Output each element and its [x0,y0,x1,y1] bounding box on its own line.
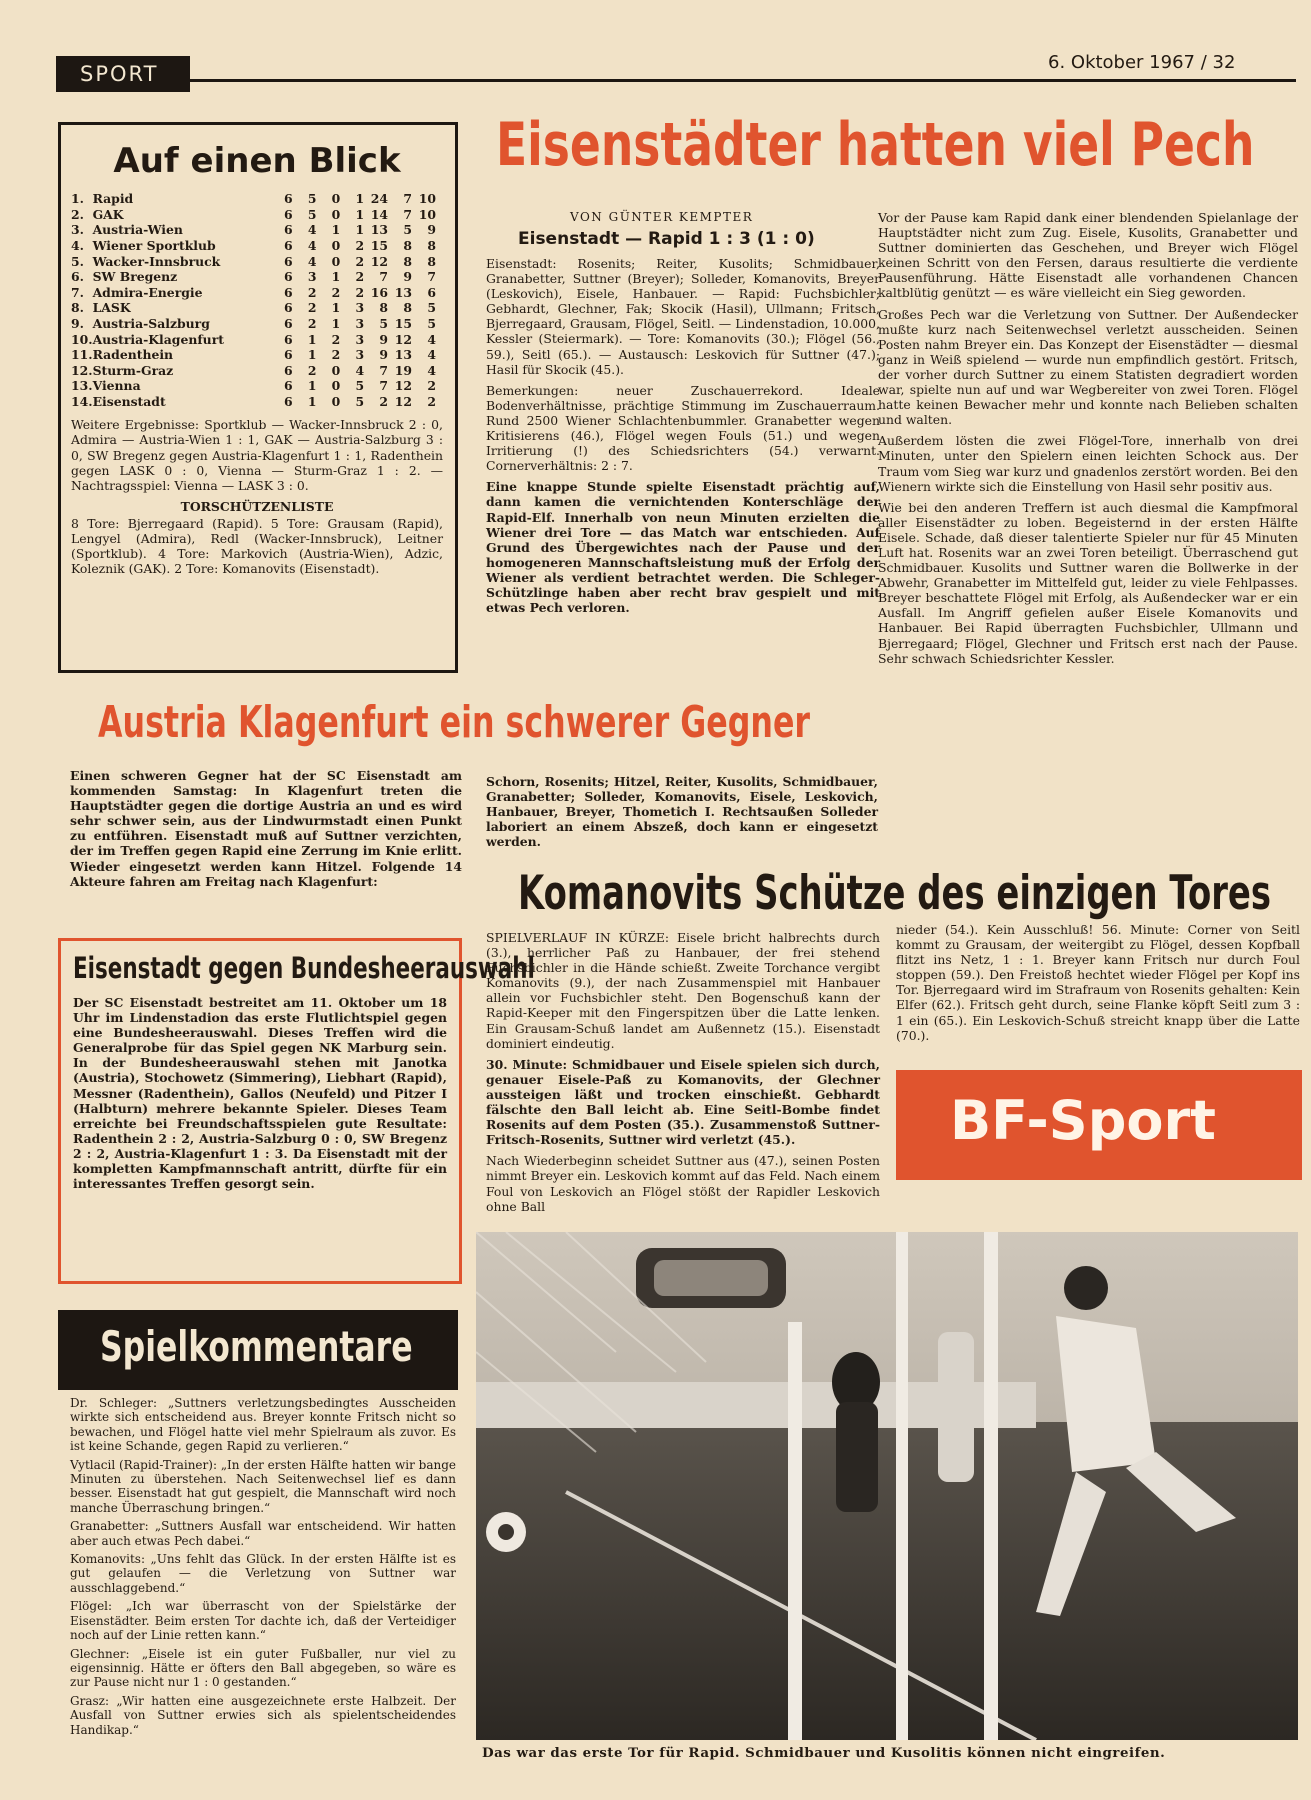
section-label: SPORT [56,56,190,92]
standings-cell-g: 6 [284,206,293,222]
standings-row [71,253,439,269]
standings-cell-pts: 7 [427,269,436,285]
standings-cell-l: 1 [355,206,365,222]
standings-cell-gf: 9 [379,331,389,347]
standings-cell-w: 4 [307,222,317,238]
standings-cell-team: Austria-Wien [92,222,183,238]
standings-cell-l: 3 [355,331,365,347]
standings-cell-d: 2 [331,331,341,347]
standings-cell-g: 6 [284,238,293,254]
standings-cell-ga: 15 [394,316,412,332]
comments-banner [58,1310,458,1390]
match-photo [476,1232,1298,1740]
standings-cell-l: 5 [355,394,365,410]
standings-cell-team: Wiener Sportklub [92,238,216,254]
standings-cell-d: 0 [331,253,341,269]
standings-cell-gf: 12 [370,253,389,269]
standings-row [71,207,439,223]
standings-cell-team: GAK [92,206,124,222]
standings-row [71,222,439,238]
standings-row [71,191,439,207]
standings-cell-team: SW Bregenz [92,269,178,285]
standings-cell-ga: 12 [394,394,412,410]
standings-cell-l: 3 [355,316,365,332]
standings-table [71,191,439,409]
comment-item: Flögel: „Ich war überrascht von der Spielstärke der Eisenstädter. Beim ersten Tor dachte ich, daß der Verteidiger noch auf der Linie retten kann.“ [70,1599,456,1643]
standings-cell-w: 4 [307,253,317,269]
bf-sport-banner: BF-Sport [896,1070,1302,1180]
standings-cell-pos: 9. [71,316,84,332]
standings-cell-team: Admira-Energie [92,284,203,300]
standings-cell-l: 2 [355,238,365,254]
standings-cell-gf: 2 [379,394,389,410]
standings-cell-pos: 10. [71,331,93,347]
standings-cell-team: Sturm-Graz [92,362,174,378]
standings-cell-gf: 7 [379,378,389,394]
standings-cell-g: 6 [284,253,293,269]
standings-cell-w: 1 [307,347,317,363]
comments-list [70,1396,456,1737]
standings-cell-g: 6 [284,284,293,300]
standings-cell-gf: 16 [370,284,389,300]
standings-cell-ga: 7 [403,191,412,207]
standings-cell-pos: 14. [71,394,93,410]
lead-text: Eine knappe Stunde spielte Eisenstadt prächtig auf, dann kamen die vernichtenden Konterschläge der Rapid-Elf. Innerhalb von neun Minuten erzielten die Wiener drei Tore — das Match war entschieden. Auf Grund des Übergewichtes nach der Pause und der homogeneren Mannschaftsleistung muß der Erfolg der Wiener als verdient betrachtet werden. Die Schleger-Schützlinge haben aber recht brav gespielt und mit etwas Pech verloren. [486,479,880,616]
comments-title: Spielkommentare [100,1322,413,1371]
article-paragraph: Großes Pech war die Verletzung von Suttner. Der Außendecker mußte kurz nach Seitenwechsel verletzt ausscheiden. Seinen Posten nahm Breyer ein. Das Konzept der Eisenstädter — diesmal ganz in Weiß spielend — wurde nun empfindlich gestört. Fritsch, der vorher durch Suttner zu einem Statisten degradiert worden war, spielte nun auf und war Wegbereiter von zwei Toren. Flögel hatte keinen Bewacher mehr und konnte nach Belieben schalten und walten. [878,306,1298,428]
standings-cell-gf: 14 [370,206,389,222]
standings-cell-w: 5 [307,191,317,207]
comment-item: Grasz: „Wir hatten eine ausgezeichnete erste Halbzeit. Der Ausfall von Suttner erwies sich als spielentscheidendes Handikap.“ [70,1693,456,1737]
austria-text-right: Schorn, Rosenits; Hitzel, Reiter, Kusolits, Schmidbauer, Granabetter; Solleder, Komanovits, Eisele, Leskovich, Hanbauer, Breyer, Thometich I. Rechtsaußen Solleder laboriert an einem Abszeß, doch kann er eingesetzt werden. [486,774,878,850]
score-line: Eisenstadt — Rapid 1 : 3 (1 : 0) [518,229,815,249]
standings-cell-d: 0 [331,378,341,394]
standings-cell-team: LASK [92,300,131,316]
standings-cell-team: Radenthein [92,347,174,363]
bundesheer-text: Der SC Eisenstadt bestreitet am 11. Oktober um 18 Uhr im Lindenstadion das erste Flutlichtspiel gegen eine Bundesheerauswahl. Dieses Treffen wird die Generalprobe für das Spiel gegen NK Marburg sein. In der Bundesheerauswahl stehen mit Janotka (Austria), Stochowetz (Simmering), Liebhart (Rapid), Messner (Radenthein), Gallos (Neufeld) und Pitzer I (Halbturn) mehrere bekannte Spieler. Dieses Team erreichte bei Freundschaftsspielen gute Resultate: Radenthein 2 : 2, Austria-Salzburg 0 : 0, SW Bregenz 2 : 2, Austria-Klagenfurt 1 : 3. Da Eisenstadt mit der kompletten Kampfmannschaft antritt, dürfte für ein interessantes Treffen gesorgt sein. [73,995,447,1192]
standings-row [71,316,439,332]
standings-cell-l: 2 [355,253,365,269]
standings-cell-l: 3 [355,347,365,363]
standings-cell-pts: 2 [427,378,436,394]
standings-cell-pts: 4 [427,347,436,363]
standings-cell-w: 2 [307,284,317,300]
standings-row [71,269,439,285]
standings-cell-pts: 8 [427,238,436,254]
standings-cell-gf: 15 [370,238,389,254]
standings-row [71,363,439,379]
page-date: 6. Oktober 1967 / 32 [1048,52,1236,73]
standings-cell-pts: 2 [427,394,436,410]
standings-cell-ga: 7 [403,206,412,222]
standings-row [71,285,439,301]
standings-cell-pos: 3. [71,222,84,238]
standings-cell-g: 6 [284,347,293,363]
comment-item: Granabetter: „Suttners Ausfall war entscheidend. Wir hatten aber auch etwas Pech dabei.“ [70,1519,456,1548]
standings-cell-d: 0 [331,362,341,378]
comment-item: Dr. Schleger: „Suttners verletzungsbedingtes Ausscheiden wirkte sich entscheidend aus. Breyer konnte Fritsch nicht so bewachen, und Flögel hatte viel mehr Spielraum als zuvor. Es ist keine Schande, gegen Rapid zu verlieren.“ [70,1396,456,1454]
standings-cell-team: Austria-Salzburg [92,316,210,332]
scorers-title: TORSCHÜTZENLISTE [180,498,334,514]
standings-cell-pos: 1. [71,191,84,207]
standings-cell-d: 1 [331,316,341,332]
standings-cell-gf: 8 [379,300,389,316]
standings-cell-ga: 5 [403,222,412,238]
standings-cell-ga: 9 [403,269,412,285]
article-paragraph: Wie bei den anderen Treffern ist auch diesmal die Kampfmoral aller Eisenstädter zu loben. Begeisternd in der ersten Hälfte Eisele. Schade, daß dieser talentierte Spieler nur für 45 Minuten Luft hat. Rosenits war an zwei Toren beteiligt. Überraschend gut Schmidbauer. Kusolits und Suttner waren die Bollwerke in der Abwehr, Granabetter im Mittelfeld gut, leider zu viele Fehlpasses. Breyer beschattete Flögel mit Erfolg, als Außendecker war er ein Ausfall. Im Angriff gefielen außer Eisele Komanovits und Hanbauer. Bei Rapid überragten Fuchsbichler, Ullmann und Bjerregaard; Flögel, Glechner und Fritsch erst nach der Pause. Sehr schwach Schiedsrichter Kessler. [878,499,1298,666]
comment-item: Komanovits: „Uns fehlt das Glück. In der ersten Hälfte ist es gut gelaufen — die Verletzung von Suttner war ausschlaggebend.“ [70,1552,456,1595]
standings-row [71,238,439,254]
comment-item: Vytlacil (Rapid-Trainer): „In der ersten Hälfte hatten wir bange Minuten zu überstehen. Nach Seitenwechsel lief es dann besser. Eisenstadt hat gut gespielt, die Mannschaft wird noch manche Überraschung bringen.“ [70,1457,456,1515]
standings-cell-l: 4 [355,362,365,378]
remarks-text: Bemerkungen: neuer Zuschauerrekord. Ideale Bodenverhältnisse, prächtige Stimmung im Zuschauerraum. Rund 2500 Wiener Schlachtenbummler. Granabetter wegen Kritisierens (46.), Flögel wegen Fouls (51.) und wegen Irritierung (!) des Schiedsrichters (54.) verwarnt. Cornerverhältnis: 2 : 7. [486,382,880,474]
article-paragraph: SPIELVERLAUF IN KÜRZE: Eisele bricht halbrechts durch (3.), herrlicher Paß zu Hanbauer, der frei stehend Fuchsbichler in die Hände schießt. Zweite Torchance vergibt Komanovits (9.), der nach Zusammenspiel mit Hanbauer allein vor Fuchsbichler steht. Den Bogenschuß kann der Rapid-Keeper mit den Fingerspitzen über die Latte lenken. Ein Grausam-Schuß landet am Außennetz (15.). Eisenstadt dominiert eindeutig. [486,930,880,1051]
standings-cell-ga: 12 [394,331,412,347]
austria-text-left: Einen schweren Gegner hat der SC Eisenstadt am kommenden Samstag: In Klagenfurt treten die Hauptstädter gegen die dortige Austria an und es wird sehr schwer sein, aus der Lindwurmstadt einen Punkt zu entführen. Eisenstadt muß auf Suttner verzichten, der im Treffen gegen Rapid eine Zerrung im Knie erlitt. Wieder eingesetzt werden kann Hitzel. Folgende 14 Akteure fahren am Freitag nach Klagenfurt: [70,768,462,889]
comment-item: Glechner: „Eisele ist ein guter Fußballer, nur viel zu eigensinnig. Hätte er öfters den Ball abgegeben, so wäre es zur Pause nicht nur 1 : 0 gestanden.“ [70,1646,456,1690]
standings-cell-l: 5 [355,378,365,394]
standings-cell-w: 2 [307,316,317,332]
standings-cell-gf: 9 [379,347,389,363]
standings-cell-w: 2 [307,300,317,316]
standings-cell-d: 0 [331,206,341,222]
standings-cell-pos: 5. [71,253,84,269]
photo-caption: Das war das erste Tor für Rapid. Schmidbauer und Kusolitis können nicht eingreifen. [482,1745,1166,1761]
bundesheer-title: Eisenstadt gegen Bundesheerauswahl [73,951,535,985]
standings-cell-g: 6 [284,191,293,207]
standings-row [71,300,439,316]
article-paragraph: Nach Wiederbeginn scheidet Suttner aus (47.), seinen Posten nimmt Breyer ein. Leskovich kommt auf das Feld. Nach einem Foul von Leskovich an Flögel stößt der Rapidler Leskovich ohne Ball [486,1153,880,1214]
standings-cell-l: 2 [355,284,365,300]
standings-cell-d: 2 [331,284,341,300]
standings-cell-w: 2 [307,362,317,378]
standings-row [71,347,439,363]
standings-cell-pts: 9 [427,222,436,238]
standings-cell-team: Eisenstadt [92,394,166,410]
standings-cell-g: 6 [284,394,293,410]
komanovits-text-left [486,930,880,1214]
standings-cell-d: 2 [331,347,341,363]
standings-cell-pos: 13. [71,378,93,394]
standings-row [71,378,439,394]
standings-cell-ga: 12 [394,378,412,394]
standings-cell-pos: 12. [71,362,93,378]
standings-row [71,394,439,410]
article-paragraph: 30. Minute: Schmidbauer und Eisele spielen sich durch, genauer Eisele-Paß zu Komanovits, der Glechner aussteigen läßt und trocken einschießt. Gebhardt fälschte den Ball leicht ab. Eine Seitl-Bombe findet Rosenits auf dem Posten (35.). Zusammenstoß Suttner-Fritsch-Rosenits, Suttner wird verletzt (45.). [486,1056,880,1148]
standings-cell-pos: 8. [71,300,84,316]
standings-cell-ga: 8 [403,300,412,316]
standings-cell-pos: 7. [71,284,84,300]
standings-cell-ga: 13 [394,347,412,363]
match-photo-graphic [476,1232,1298,1740]
standings-cell-ga: 13 [394,284,412,300]
komanovits-headline: Komanovits Schütze des einzigen Tores [518,866,1271,921]
standings-cell-d: 1 [331,300,341,316]
standings-cell-ga: 8 [403,253,412,269]
standings-cell-gf: 13 [370,222,389,238]
standings-cell-ga: 8 [403,238,412,254]
standings-cell-pos: 11. [71,347,93,363]
standings-cell-g: 6 [284,362,293,378]
standings-cell-pts: 10 [418,191,436,207]
bundesheer-box [58,938,535,1284]
standings-cell-w: 1 [307,331,317,347]
standings-cell-g: 6 [284,269,293,285]
standings-cell-w: 5 [307,206,317,222]
main-article-col-3 [878,210,1298,666]
standings-cell-g: 6 [284,331,293,347]
standings-cell-gf: 7 [379,362,389,378]
standings-cell-ga: 19 [394,362,412,378]
standings-cell-team: Austria-Klagenfurt [92,331,224,347]
standings-cell-gf: 5 [379,316,389,332]
standings-cell-pts: 8 [427,253,436,269]
standings-title: Auf einen Blick [113,141,401,181]
header-rule [190,79,1296,82]
main-article-col-2 [486,256,880,615]
main-headline: Eisenstädter hatten viel Pech [496,110,1255,180]
standings-cell-g: 6 [284,316,293,332]
standings-cell-pos: 6. [71,269,84,285]
standings-cell-pts: 4 [427,331,436,347]
standings-box [58,122,458,673]
standings-cell-g: 6 [284,378,293,394]
standings-cell-w: 1 [307,394,317,410]
standings-cell-d: 0 [331,191,341,207]
standings-cell-d: 1 [331,269,341,285]
standings-row [71,331,439,347]
standings-cell-gf: 7 [379,269,389,285]
standings-cell-w: 3 [307,269,317,285]
austria-headline: Austria Klagenfurt ein schwerer Gegner [98,697,811,748]
standings-cell-team: Vienna [92,378,141,394]
further-results: Weitere Ergebnisse: Sportklub — Wacker-Innsbruck 2 : 0, Admira — Austria-Wien 1 : 1, GAK — Austria-Salzburg 3 : 0, SW Bregenz gegen Austria-Klagenfurt 1 : 1, Radenthein gegen LASK 0 : 0, Vienna — Sturm-Graz 1 : 2. — Nachtragsspiel: Vienna — LASK 3 : 0. [71,417,443,493]
standings-cell-pts: 4 [427,362,436,378]
standings-cell-g: 6 [284,300,293,316]
standings-cell-pos: 2. [71,206,84,222]
standings-cell-pts: 5 [427,316,436,332]
byline: VON GÜNTER KEMPTER [570,210,754,224]
standings-cell-w: 1 [307,378,317,394]
standings-cell-l: 1 [355,191,365,207]
standings-cell-team: Wacker-Innsbruck [92,253,221,269]
standings-cell-pts: 5 [427,300,436,316]
standings-cell-gf: 24 [370,191,389,207]
standings-cell-d: 0 [331,394,341,410]
standings-cell-team: Rapid [92,191,134,207]
standings-cell-l: 3 [355,300,365,316]
standings-cell-pos: 4. [71,238,84,254]
article-paragraph: Außerdem lösten die zwei Flögel-Tore, innerhalb von drei Minuten, unter den Spielern einen leichten Schock aus. Der Traum vom Sieg war kurz und gnadenlos zerstört worden. Bei den Wienern wirkte sich die Einstellung von Hasil sehr positiv aus. [878,433,1298,494]
standings-cell-w: 4 [307,238,317,254]
standings-cell-pts: 6 [427,284,436,300]
standings-cell-l: 1 [355,222,365,238]
standings-cell-l: 2 [355,269,365,285]
standings-cell-d: 1 [331,222,341,238]
scorers-list: 8 Tore: Bjerregaard (Rapid). 5 Tore: Grausam (Rapid), Lengyel (Admira), Redl (Wacker-Innsbruck), Leitner (Sportklub). 4 Tore: Markovich (Austria-Wien), Adzic, Koleznik (GAK). 2 Tore: Komanovits (Eisenstadt). [71,515,443,577]
article-paragraph: Vor der Pause kam Rapid dank einer blendenden Spielanlage der Hauptstädter nicht zum Zug. Eisele, Kusolits, Granabetter und Suttner dominierten das Geschehen, und Breyer wich Flögel keinen Schritt von den Fersen, daraus resultierte die verdiente Pausenführung. Hätte Eisenstadt alle vorhandenen Chancen kaltblütig genützt — es wäre vielleicht ein Sieg geworden. [878,210,1298,301]
standings-cell-pts: 10 [418,206,436,222]
lineup-text: Eisenstadt: Rosenits; Reiter, Kusolits; Schmidbauer, Granabetter, Suttner (Breyer); Solleder, Komanovits, Breyer (Leskovich), Eisele, Hanbauer. — Rapid: Fuchsbichler; Gebhardt, Glechner, Fak; Skocik (Hasil), Ullmann; Fritsch, Bjerregaard, Grausam, Flögel, Seitl. — Lindenstadion, 10.000, Kessler (Steiermark). — Tore: Komanovits (30.); Flögel (56., 59.), Seitl (65.). — Austausch: Leskovich für Suttner (47.); Hasil für Skocik (45.). [486,256,880,377]
standings-cell-d: 0 [331,238,341,254]
standings-cell-g: 6 [284,222,293,238]
komanovits-text-right: nieder (54.). Kein Ausschluß! 56. Minute: Corner von Seitl kommt zu Grausam, der weitergibt zu Flögel, dessen Kopfball flitzt ins Netz, 1 : 1. Breyer kann Fritsch nur durch Foul stoppen (59.). Den Freistoß hechtet wieder Flögel per Kopf ins Tor. Bjerregaard wird im Strafraum von Rosenits gehalten: Kein Elfer (62.). Fritsch geht durch, seine Flanke köpft Seitl zum 3 : 1 ein (65.). Ein Leskovich-Schuß streicht knapp über die Latte (70.). [896,922,1300,1043]
